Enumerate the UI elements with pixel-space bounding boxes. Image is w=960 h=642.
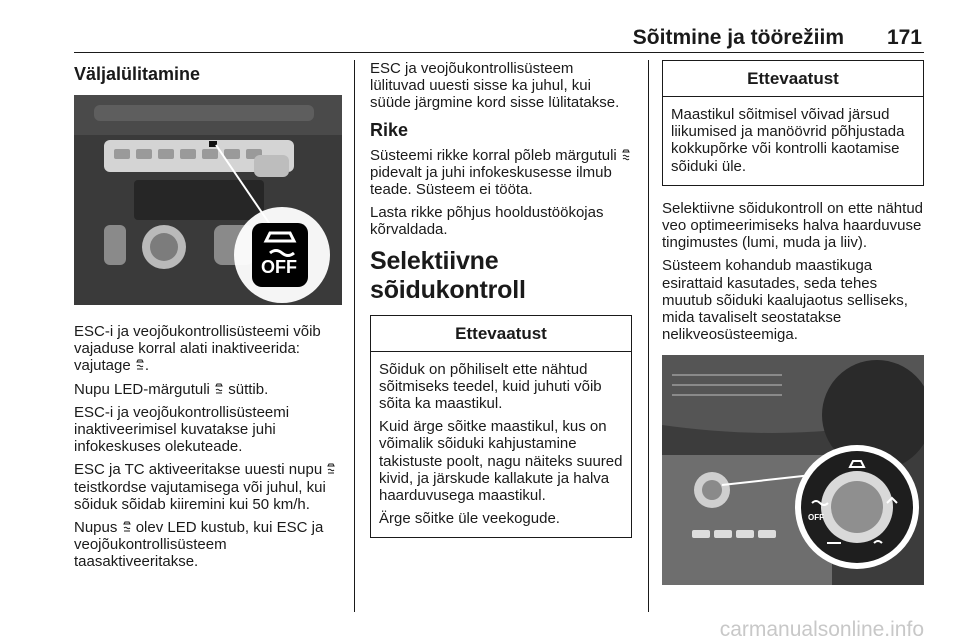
- caution-title: Ettevaatust: [663, 61, 923, 97]
- paragraph: Süsteemi rikke korral põleb märgutuli pidevalt ja juhi infokeskusesse ilmub teade. Süsteem ei tööta.: [370, 147, 632, 199]
- paragraph: Süsteem kohandub maastikuga esirattaid kasutades, seda tehes muutub sõiduki kaalujaotus selliseks, mida tavaliselt seostatakse nelikveosüsteemiga.: [662, 257, 908, 344]
- esc-off-icon: [214, 382, 224, 396]
- page-number: 171: [886, 26, 922, 49]
- paragraph: Selektiivne sõidukontroll on ette nähtud veo optimeerimiseks halva haarduvuse tingimustes (lumi, muda ja liiv).: [662, 199, 924, 252]
- column-1: [74, 60, 342, 577]
- page-header: [74, 26, 924, 53]
- caution-box: [370, 315, 632, 539]
- page-title: Sõitmine ja töörežiim: [632, 26, 844, 49]
- caution-paragraph: Ärge sõitke üle veekogude.: [379, 510, 560, 528]
- off-badge-label: OFF: [808, 513, 824, 523]
- esc-off-icon: [122, 520, 132, 534]
- caution-paragraph: Sõiduk on põhiliselt ette nähtud sõitmiseks teedel, kuid juhuti võib sõita ka maastikul.: [379, 360, 602, 413]
- paragraph: ESC ja veojõukontrollisüsteem lülituvad uuesti sisse ka juhul, kui süüde järgmine kord sisse lülitatakse.: [370, 60, 620, 112]
- drive-mode-dial-icon: [662, 355, 924, 585]
- column-3: [662, 60, 924, 585]
- drive-mode-dial-figure: [662, 355, 924, 585]
- esc-off-icon: [135, 358, 145, 372]
- caution-paragraph: Kuid ärge sõitke maastikul, kus on võimalik sõiduki kahjustamine takistuste poolt, nagu näiteks suured kivid, ja järskude kallakute ja halva haarduvusega maastikul.: [379, 418, 623, 505]
- column-divider: [648, 60, 649, 612]
- caution-box: [662, 60, 924, 186]
- paragraph: Nupus olev LED kustub, kui ESC ja veojõukontrollisüsteem taasaktiveeritakse.: [74, 519, 324, 571]
- paragraph: Lasta rikke põhjus hooldustöökojas kõrvaldada.: [370, 204, 604, 239]
- watermark: carmanualsonline.info: [719, 618, 924, 641]
- esc-off-icon: [326, 462, 336, 476]
- caution-title: Ettevaatust: [371, 316, 631, 352]
- paragraph: ESC-i ja veojõukontrollisüsteemi võib vajaduse korral alati inaktiveerida: vajutage .: [74, 323, 321, 375]
- column-2: [370, 60, 632, 552]
- dashboard-esc-button-figure: [74, 95, 342, 305]
- paragraph: Nupu LED-märgutuli süttib.: [74, 380, 269, 398]
- caution-paragraph: Maastikul sõitmisel võivad järsud liikumised ja manöövrid põhjustada kokkupõrke või kontrolli kaotamise sõiduki üle.: [671, 106, 905, 175]
- heading-deactivation: Väljalülitamine: [74, 64, 201, 84]
- paragraph: ESC ja TC aktiveeritakse uuesti nupu teistkordse vajutamisega või juhul, kui sõiduk sõidab kiiremini kui 50 km/h.: [74, 461, 342, 513]
- paragraph: ESC-i ja veojõukontrollisüsteemi inaktiveerimisel kuvatakse juhi infokeskuses olekuteade.: [74, 403, 290, 456]
- section-title: Selektiivne sõidukontroll: [370, 246, 526, 304]
- heading-fault: Rike: [370, 119, 409, 140]
- column-divider: [354, 60, 355, 612]
- off-badge-label: OFF: [261, 257, 297, 277]
- esc-warning-icon: [621, 148, 631, 162]
